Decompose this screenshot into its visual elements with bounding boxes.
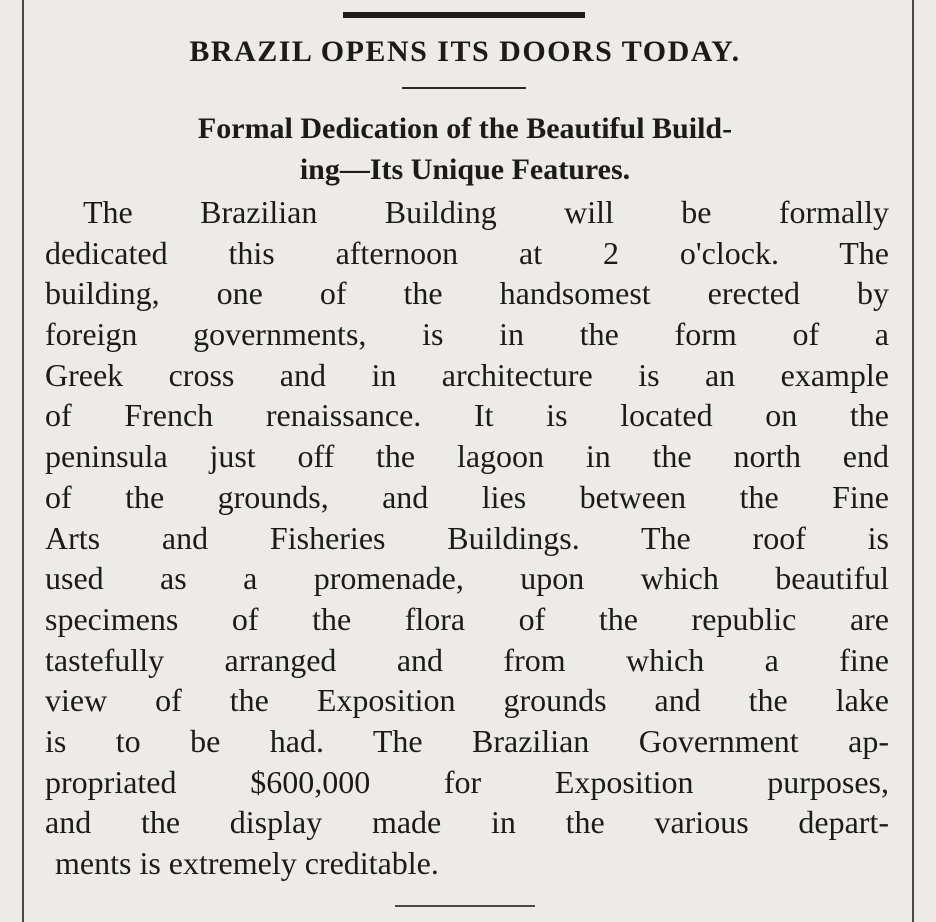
subhead-line: Formal Dedication of the Beautiful Build- [197, 112, 733, 145]
subhead [40, 108, 890, 190]
body-line: Arts and Fisheries Buildings. The roof is [45, 519, 889, 556]
body-line: foreign governments, is in the form of a [45, 316, 889, 353]
body-line: of the grounds, and lies between the Fine [45, 478, 889, 515]
top-rule [343, 12, 585, 18]
body-line: peninsula just off the lagoon in the north end [45, 438, 889, 475]
body-line: and the display made in the various depart- [45, 804, 889, 841]
body-line: specimens of the flora of the republic are [45, 600, 889, 637]
body-line: dedicated this afternoon at 2 o'clock. The [45, 234, 889, 271]
body-line: tastefully arranged and from which a fine [45, 641, 889, 678]
column-rule-right [912, 0, 914, 922]
body-line: Greek cross and in architecture is an example [45, 356, 889, 393]
body-line: of French renaissance. It is located on the [45, 397, 889, 434]
headline-rule [402, 87, 526, 89]
body-line: ments is extremely creditable. [55, 845, 439, 881]
bottom-rule [395, 905, 535, 907]
headline: BRAZIL OPENS ITS DOORS TODAY. [189, 35, 741, 68]
subhead-line: ing—Its Unique Features. [299, 153, 631, 186]
body-line: building, one of the handsomest erected by [45, 275, 889, 312]
column-rule-left [22, 0, 24, 922]
body-line: used as a promenade, upon which beautiful [45, 560, 889, 597]
body-line: propriated $600,000 for Exposition purposes, [45, 763, 889, 800]
body-line: is to be had. The Brazilian Government ap- [45, 722, 889, 759]
body-line: view of the Exposition grounds and the lake [45, 682, 889, 719]
body-line: The Brazilian Building will be formally [83, 194, 889, 230]
article-body [45, 192, 889, 884]
